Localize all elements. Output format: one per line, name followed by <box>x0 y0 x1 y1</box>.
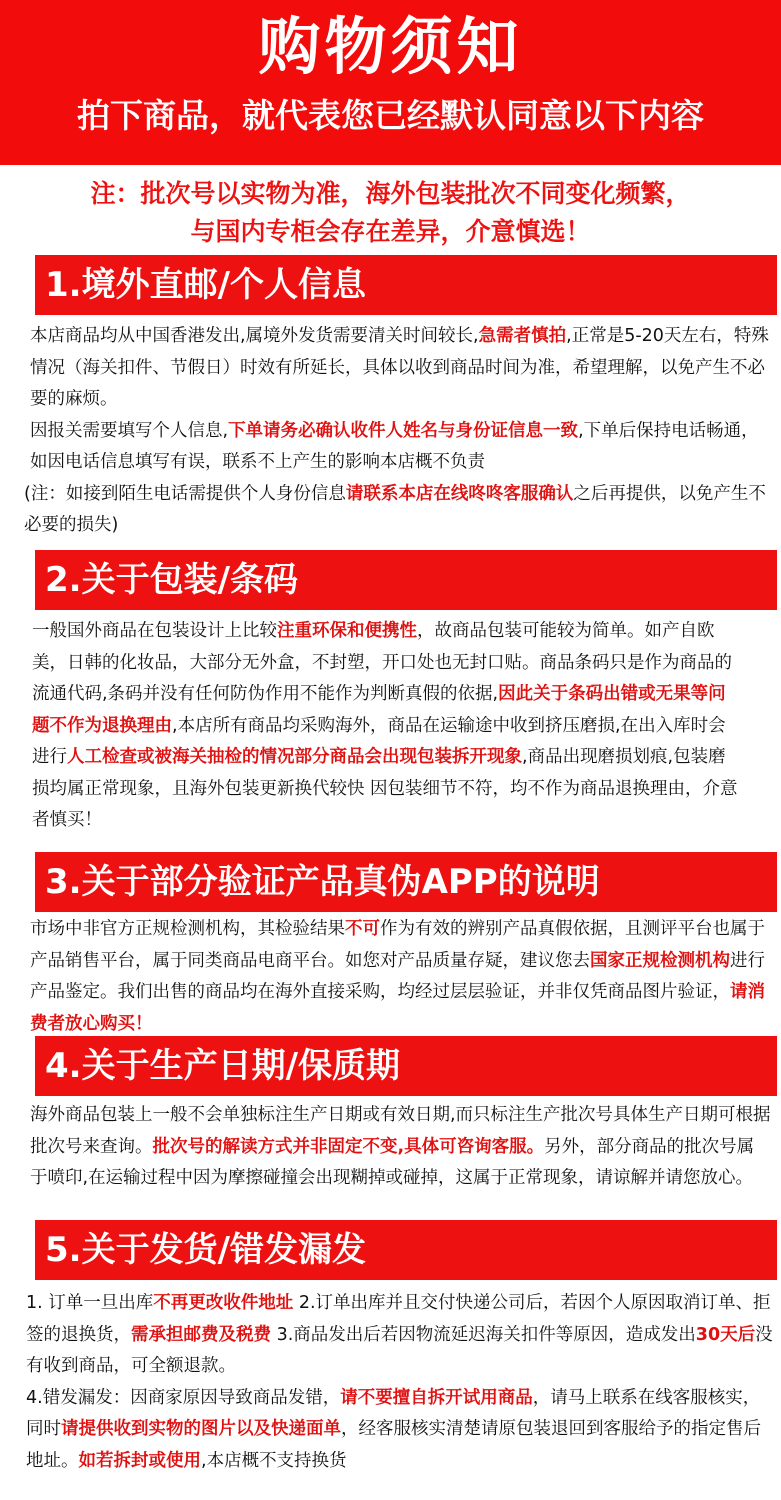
notice-line: 与国内专柜会存在差异，介意慎选！ <box>190 217 591 246</box>
section-packaging-barcode <box>0 550 781 837</box>
section-title: 1.境外直邮/个人信息 <box>35 255 777 315</box>
paragraph: 一般国外商品在包装设计上比较注重环保和便携性，故商品包装可能较为简单。如产自欧美，日韩的化妆品，大部分无外盒，不封塑，开口处也无封口贴。商品条码只是作为商品的流通代码,条码并没有任何防伪作用不能作为判断真假的依据,因此关于条码出错或无果等问题不作为退换理由,本店所有商品均采购海外，商品在运输途中收到挤压磨损,在出入库时会进行人工检查或被海关抽检的情况部分商品会出现包装拆开现象,商品出现磨损划痕,包装磨损均属正常现象，且海外包装更新换代较快 因包装细节不符，均不作为商品退换理由，介意者慎买！ <box>32 621 738 830</box>
paragraph: 因报关需要填写个人信息,下单请务必确认收件人姓名与身份证信息一致,下单后保持电话畅通，如因电话信息填写有误，联系不上产生的影响本店概不负责 <box>30 420 759 472</box>
section-title: 4.关于生产日期/保质期 <box>35 1036 777 1096</box>
section-overseas-shipping <box>0 255 781 542</box>
section-production-date <box>0 1036 781 1195</box>
paragraph: 4.错发漏发：因商家原因导致商品发错，请不要擅自拆开试用商品，请马上联系在线客服核实，同时请提供收到实物的图片以及快递面单，经客服核实清楚请原包装退回到客服给予的指定售后地址。如若拆封或使用,本店概不支持换货 <box>26 1387 761 1471</box>
batch-notice <box>0 165 781 251</box>
header-banner <box>0 0 781 165</box>
section-title: 2.关于包装/条码 <box>35 550 777 610</box>
section-verification-app <box>0 852 781 1040</box>
section-body <box>0 1096 781 1195</box>
paragraph: 市场中非官方正规检测机构，其检验结果不可作为有效的辨别产品真假依据，且测评平台也属于产品销售平台，属于同类商品电商平台。如您对产品质量存疑，建议您去国家正规检测机构进行产品鉴定。我们出售的商品均在海外直接采购，均经过层层验证，并非仅凭商品图片验证，请消费者放心购买！ <box>30 919 765 1034</box>
paragraph: 海外商品包装上一般不会单独标注生产日期或有效日期,而只标注生产批次号具体生产日期可根据批次号来查询。批次号的解读方式并非固定不变,具体可咨询客服。另外，部分商品的批次号属于喷印,在运输过程中因为摩擦碰撞会出现糊掉或碰掉，这属于正常现象，请谅解并请您放心。 <box>30 1105 771 1188</box>
paragraph: (注：如接到陌生电话需提供个人身份信息请联系本店在线咚咚客服确认之后再提供，以免产生不必要的损失) <box>24 483 766 535</box>
section-body <box>0 315 781 542</box>
paragraph: 本店商品均从中国香港发出,属境外发货需要清关时间较长,急需者慎拍,正常是5-20天左右，特殊情况（海关扣件、节假日）时效有所延长，具体以收到商品时间为准，希望理解，以免产生不必要的麻烦。 <box>30 326 769 409</box>
section-title: 3.关于部分验证产品真伪APP的说明 <box>35 852 777 912</box>
page-subtitle: 拍下商品，就代表您已经默认同意以下内容 <box>77 96 704 135</box>
notice-line: 注：批次号以实物为准，海外包装批次不同变化频繁， <box>90 179 691 208</box>
section-body <box>0 610 781 837</box>
section-body <box>0 1280 781 1477</box>
section-body <box>0 912 781 1040</box>
section-title: 5.关于发货/错发漏发 <box>35 1220 777 1280</box>
paragraph: 1. 订单一旦出库不再更改收件地址 2.订单出库并且交付快递公司后，若因个人原因取消订单、拒签的退换货，需承担邮费及税费 3.商品发出后若因物流延迟海关扣件等原因，造成发出30天后没有收到商品，可全额退款。 <box>26 1293 773 1376</box>
page-title: 购物须知 <box>258 10 523 83</box>
section-shipping-errors <box>0 1220 781 1477</box>
